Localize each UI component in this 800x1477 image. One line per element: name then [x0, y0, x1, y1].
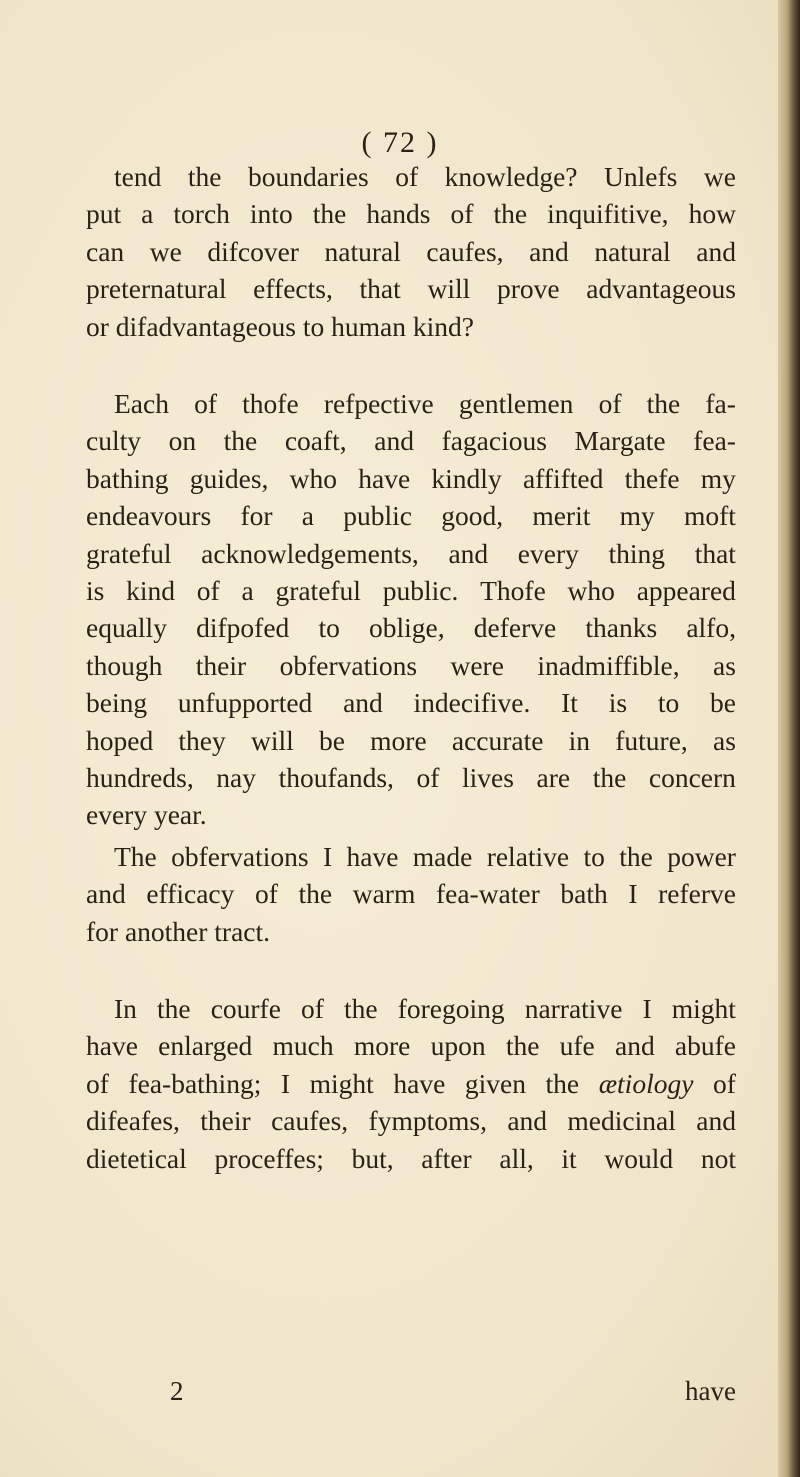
word: and [696, 235, 736, 267]
word: their [195, 649, 247, 681]
word: inadmiffible, [537, 649, 680, 681]
word: ætiology [598, 1067, 694, 1099]
word: can [86, 235, 125, 267]
word: who [289, 462, 338, 494]
word: knowledge? [444, 161, 578, 192]
text-line [86, 158, 736, 195]
text-line [86, 838, 736, 875]
word: though [86, 649, 163, 681]
word: more [370, 724, 427, 756]
word: deferve [473, 612, 557, 644]
word: coaft, [284, 425, 347, 457]
word: the [646, 388, 681, 419]
word: dietetical [86, 1142, 187, 1174]
text-line [86, 1065, 736, 1102]
word: proceffes; [214, 1142, 324, 1174]
word: and [448, 537, 489, 569]
word: I [280, 1067, 291, 1099]
word: lives [462, 761, 514, 793]
page-edge-shadow [778, 0, 800, 1477]
word: the [619, 841, 653, 872]
text-line [86, 990, 736, 1027]
word: how [688, 198, 736, 230]
text-line [86, 647, 736, 684]
word: good, [441, 500, 504, 532]
signature-mark: 2 [170, 1376, 184, 1406]
word: and [614, 1030, 655, 1062]
word: accurate [451, 724, 544, 756]
text-line [86, 913, 736, 950]
paragraph-3 [86, 838, 736, 950]
text-line [86, 535, 736, 572]
text-line [86, 385, 736, 422]
word: of [194, 388, 218, 419]
word: might [309, 1067, 374, 1099]
word: have [393, 1067, 446, 1099]
word: It [561, 687, 578, 719]
text-line [86, 609, 736, 646]
word: thanks [585, 612, 658, 644]
word: future, [615, 724, 688, 756]
word: of [450, 198, 474, 230]
word: tract. [214, 915, 271, 947]
word: kind [126, 574, 175, 606]
word: efficacy [146, 878, 235, 910]
word: and [696, 1105, 736, 1137]
word: they [178, 724, 226, 756]
word: every [517, 537, 579, 569]
text-line [86, 722, 736, 759]
word: human [331, 310, 413, 342]
word: merit [532, 500, 591, 532]
word: upon [430, 1030, 486, 1062]
word: Unlefs [604, 161, 678, 192]
word: oblige, [368, 612, 445, 644]
word: public [343, 500, 412, 532]
word: medicinal [567, 1105, 676, 1137]
text-line [86, 270, 736, 307]
word: fea-bathing; [128, 1067, 262, 1099]
word: hands [366, 198, 431, 230]
word: is [608, 687, 628, 719]
text-line [86, 422, 736, 459]
word: my [700, 462, 736, 494]
word: tend [114, 161, 162, 192]
word: in [568, 724, 591, 756]
word: made [412, 841, 473, 872]
paragraph-2 [86, 385, 736, 834]
word: endeavours [86, 500, 212, 532]
word: the [344, 993, 378, 1024]
word: who [567, 574, 615, 606]
word: for [86, 915, 125, 947]
word: the [545, 1067, 580, 1099]
word: abufe [674, 1030, 736, 1062]
word: have [358, 462, 411, 494]
word: warm [352, 878, 416, 910]
word: of [395, 161, 419, 192]
word: relative [486, 841, 570, 872]
word: a [301, 500, 314, 532]
word: kind? [412, 310, 474, 342]
word: into [249, 198, 293, 230]
word: enlarged [158, 1030, 253, 1062]
word: fagacious [441, 425, 547, 457]
word: a [141, 198, 154, 230]
text-line [86, 1102, 736, 1139]
word: that [694, 537, 736, 569]
word: difcover [207, 235, 299, 267]
word: the [505, 1030, 540, 1062]
word: equally [86, 612, 167, 644]
word: and [343, 687, 383, 719]
text-line [86, 460, 736, 497]
word: we [703, 161, 736, 192]
word: are [536, 761, 571, 793]
word: being [86, 687, 148, 719]
text-line [86, 759, 736, 796]
word: fea- [693, 425, 736, 457]
word: bathing [86, 462, 169, 494]
word: indecifive. [413, 687, 531, 719]
text-line [86, 875, 736, 912]
paragraph-4 [86, 990, 736, 1177]
word: referve [658, 878, 736, 910]
word: put [86, 198, 122, 230]
word: much [272, 1030, 334, 1062]
word: guides, [189, 462, 269, 494]
word: affifted [522, 462, 604, 494]
word: concern [648, 761, 736, 793]
word: or [86, 310, 116, 342]
word: Margate [574, 425, 666, 457]
word: for [240, 500, 273, 532]
word: moft [683, 500, 736, 532]
word: is [86, 574, 105, 606]
word: the [493, 198, 528, 230]
word: the [223, 425, 258, 457]
word: fea-water [435, 878, 540, 910]
word: bath [560, 878, 608, 910]
paragraph-1 [86, 158, 736, 345]
word: public. [382, 574, 459, 606]
word: Thofe [480, 574, 546, 606]
word: we [149, 235, 182, 267]
page-number: ( 72 ) [361, 126, 439, 159]
text-line [86, 572, 736, 609]
word: gentlemen [458, 388, 574, 419]
word: power [667, 841, 736, 872]
word: boundaries [248, 161, 369, 192]
word: thoufands, [278, 761, 394, 793]
word: fa- [705, 388, 736, 419]
word: I [628, 878, 638, 910]
word: preternatural [86, 273, 227, 305]
catchword: have [685, 1376, 736, 1406]
word: ufe [559, 1030, 595, 1062]
word: not [700, 1142, 736, 1174]
word: foregoing [397, 993, 505, 1024]
word: will [427, 273, 471, 305]
word: year. [153, 799, 207, 831]
text-line [86, 195, 736, 232]
word: the [592, 761, 627, 793]
word: prove [496, 273, 560, 305]
word: The [114, 841, 157, 872]
word: of [196, 574, 220, 606]
word: hoped [86, 724, 154, 756]
word: I [642, 993, 652, 1024]
word: difeafes, [86, 1105, 180, 1137]
word: their [200, 1105, 251, 1137]
word: the [157, 993, 191, 1024]
text-line [86, 684, 736, 721]
word: as [713, 649, 736, 681]
word: natural [324, 235, 401, 267]
word: and [86, 878, 126, 910]
word: thefe [624, 462, 680, 494]
word: appeared [636, 574, 736, 606]
word: of [254, 878, 278, 910]
word: inquifitive, [547, 198, 669, 230]
word: difpofed [196, 612, 290, 644]
word: given [464, 1067, 526, 1099]
word: that [359, 273, 401, 305]
word: be [318, 724, 345, 756]
word: fymptoms, [368, 1105, 487, 1137]
word: difadvantageous [115, 310, 303, 342]
word: of [713, 1067, 736, 1099]
word: caufes, [271, 1105, 349, 1137]
word: grateful [275, 574, 361, 606]
word: have [86, 1030, 138, 1062]
word: be [709, 687, 736, 719]
word: I [322, 841, 333, 872]
word: were [450, 649, 504, 681]
word: torch [173, 198, 230, 230]
word: alfo, [686, 612, 736, 644]
word: advantageous [586, 273, 736, 305]
word: would [604, 1142, 674, 1174]
word: on [168, 425, 197, 457]
word: and [529, 235, 569, 267]
word: my [619, 500, 655, 532]
word: unfupported [177, 687, 313, 719]
word: a [241, 574, 254, 606]
word: Each [114, 388, 169, 419]
word: of [86, 1067, 109, 1099]
word: caufes, [426, 235, 504, 267]
text-line [86, 497, 736, 534]
word: all, [499, 1142, 534, 1174]
word: culty [86, 425, 141, 457]
word: it [561, 1142, 577, 1174]
word: and [507, 1105, 548, 1137]
word: to [583, 841, 605, 872]
text-line [86, 1140, 736, 1177]
word: another [124, 915, 215, 947]
word: and [374, 425, 414, 457]
word: to [302, 310, 332, 342]
word: as [712, 724, 736, 756]
word: grateful [86, 537, 172, 569]
word: In [114, 993, 137, 1024]
word: the [298, 878, 333, 910]
word: thing [608, 537, 666, 569]
word: the [312, 198, 347, 230]
word: after [421, 1142, 472, 1174]
word: thofe [242, 388, 299, 419]
word: the [187, 161, 222, 192]
word: kindly [431, 462, 502, 494]
word: courfe [210, 993, 281, 1024]
word: more [353, 1030, 411, 1062]
word: narrative [524, 993, 623, 1024]
word: effects, [253, 273, 333, 305]
word: of [301, 993, 324, 1024]
word: nay [216, 761, 256, 793]
text-line [86, 308, 736, 345]
word: hundreds, [86, 761, 194, 793]
word: acknowledgements, [201, 537, 419, 569]
word: to [318, 612, 340, 644]
word: of [598, 388, 622, 419]
word: every [86, 799, 154, 831]
word: natural [594, 235, 671, 267]
word: might [671, 993, 736, 1024]
word: to [657, 687, 680, 719]
word: of [416, 761, 440, 793]
word: but, [351, 1142, 394, 1174]
text-line [86, 1027, 736, 1064]
word: have [346, 841, 399, 872]
word: obfervations [171, 841, 309, 872]
word: will [250, 724, 294, 756]
word: obfervations [279, 649, 418, 681]
text-line [86, 796, 736, 833]
text-line [86, 233, 736, 270]
word: refpective [323, 388, 434, 419]
